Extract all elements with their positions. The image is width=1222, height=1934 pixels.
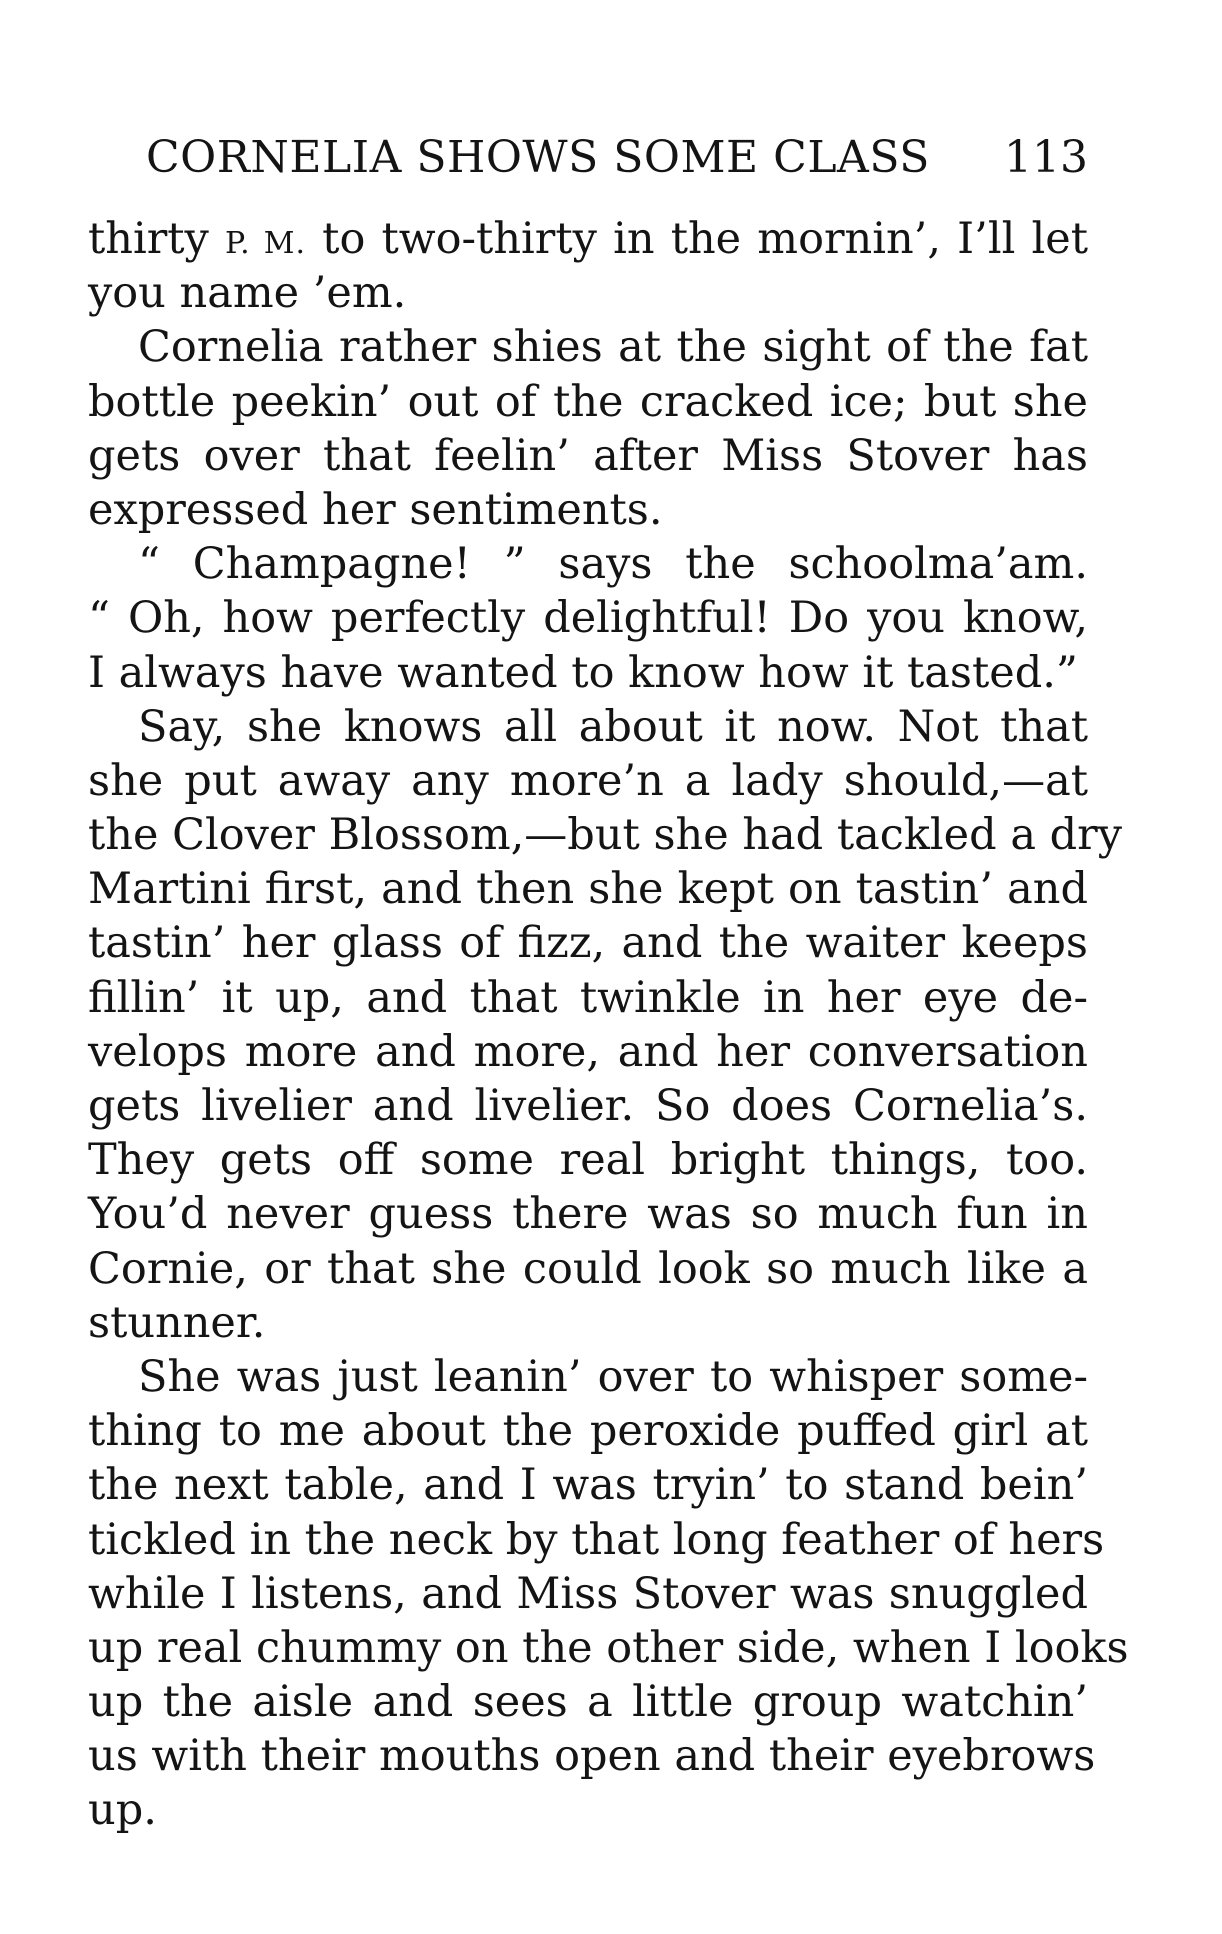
- text-line: us with their mouths open and their eyebrows: [88, 1731, 1096, 1782]
- text-line: the next table, and I was tryin’ to stand bein’: [88, 1460, 1088, 1511]
- chapter-title: CORNELIA SHOWS SOME CLASS: [146, 132, 930, 183]
- text-line: I always have wanted to know how it tasted.”: [88, 647, 1078, 698]
- text-line: while I listens, and Miss Stover was snuggled: [88, 1568, 1088, 1619]
- running-head: [146, 132, 1088, 192]
- paragraph-start: “ Champagne! ” says the schoolma’am.: [138, 539, 1088, 590]
- text-line: velops more and more, and her conversation: [88, 1026, 1088, 1077]
- paragraph-start: Cornelia rather shies at the sight of the fat: [138, 322, 1088, 373]
- text-line: You’d never guess there was so much fun in: [88, 1189, 1088, 1240]
- text-line: gets livelier and livelier. So does Cornelia’s.: [88, 1081, 1088, 1131]
- text-line: up.: [88, 1785, 157, 1836]
- text-line: gets over that feelin’ after Miss Stover has: [88, 430, 1088, 481]
- text-line: expressed her sentiments.: [88, 484, 663, 535]
- text-line: “ Oh, how perfectly delightful! Do you know,: [88, 593, 1088, 644]
- text-line: fillin’ it up, and that twinkle in her eye de-: [88, 972, 1088, 1023]
- body-text: [88, 212, 1129, 1838]
- paragraph-start: Say, she knows all about it now. Not that: [138, 701, 1088, 752]
- text-line: Cornie, or that she could look so much like a: [88, 1243, 1088, 1294]
- text-line: you name ’em.: [88, 268, 407, 319]
- text-line: stunner.: [88, 1297, 266, 1348]
- text-line: thing to me about the peroxide puffed girl at: [88, 1406, 1088, 1457]
- text-line: They gets off some real bright things, too.: [88, 1135, 1088, 1186]
- text-line: thirty P. M. to two-thirty in the mornin’, I’ll let: [88, 214, 1089, 264]
- text-line: bottle peekin’ out of the cracked ice; but she: [88, 376, 1088, 427]
- text-line: the Clover Blossom,—but she had tackled a dry: [88, 810, 1122, 861]
- paragraph-start: She was just leanin’ over to whisper some-: [138, 1351, 1088, 1402]
- text-line: up real chummy on the other side, when I looks: [88, 1622, 1129, 1673]
- text-line: tastin’ her glass of fizz, and the waiter keeps: [88, 918, 1088, 969]
- text-line: she put away any more’n a lady should,—at: [88, 755, 1088, 806]
- small-caps-time: P. M.: [225, 226, 306, 261]
- text-line: tickled in the neck by that long feather of hers: [88, 1514, 1105, 1565]
- text-line: up the aisle and sees a little group watchin’: [88, 1677, 1088, 1728]
- page-number: 113: [1004, 132, 1088, 183]
- text-line: Martini first, and then she kept on tastin’ and: [88, 864, 1088, 915]
